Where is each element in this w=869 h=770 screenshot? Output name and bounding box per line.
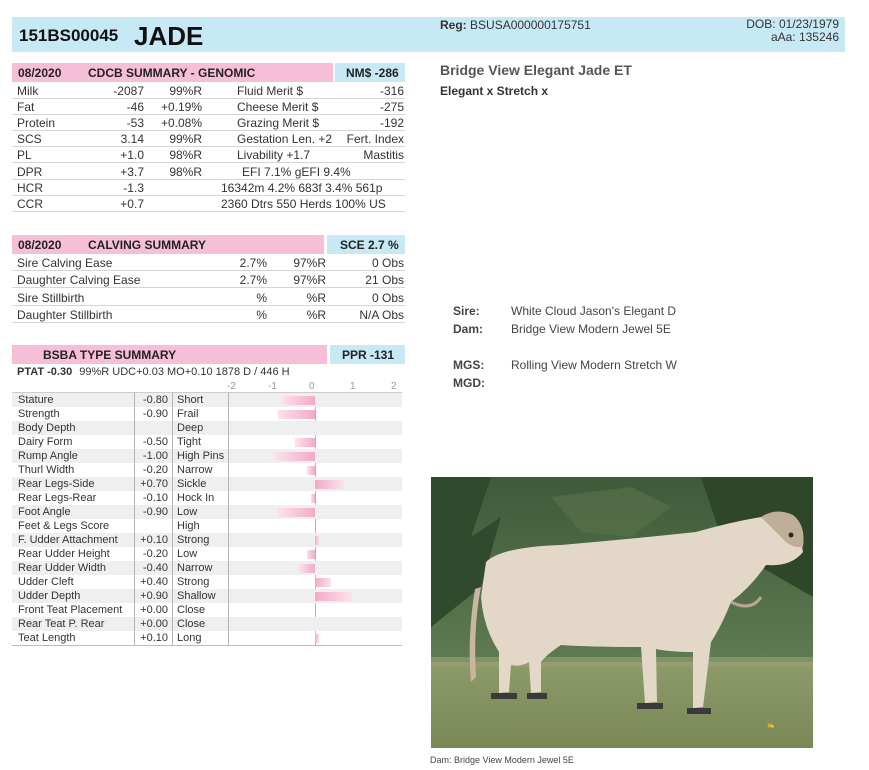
scale-tick-label: -2 — [227, 381, 236, 392]
calving-obs: 21 Obs — [365, 273, 404, 288]
calving-rel: %R — [306, 307, 326, 322]
type-trait-row — [12, 435, 402, 449]
type-trait-row — [12, 407, 402, 421]
sire-name: White Cloud Jason's Elegant D — [511, 304, 677, 318]
scale-tick-label: -1 — [268, 381, 277, 392]
type-trait-value: +0.00 — [140, 604, 168, 616]
type-trait-descriptor: High Pins — [177, 450, 225, 462]
type-trait-bar — [315, 536, 319, 545]
cdcb-row — [12, 131, 405, 147]
merit-label: Gestation Len. +2 — [237, 132, 333, 147]
type-top-rule — [12, 392, 402, 393]
merit-label: Livability +1.7 — [237, 148, 311, 163]
calving-trait: Sire Calving Ease — [17, 256, 113, 270]
type-trait-value: +0.70 — [140, 478, 168, 490]
type-trait-row — [12, 617, 402, 631]
type-trait-bar — [282, 396, 315, 405]
type-trait-bar — [274, 452, 315, 461]
type-trait-name: Udder Cleft — [18, 576, 74, 588]
calving-summary-header — [12, 235, 405, 254]
type-trait-bar — [315, 634, 319, 643]
type-trait-row — [12, 547, 402, 561]
type-trait-bar — [315, 592, 352, 601]
animal-name: JADE — [134, 21, 204, 51]
calving-row — [12, 307, 405, 323]
ptat-details: 99%R UDC+0.03 MO+0.10 1878 D / 446 H — [79, 366, 290, 378]
photo-caption: Dam: Bridge View Modern Jewel 5E — [430, 755, 574, 765]
type-trait-row — [12, 533, 402, 547]
type-trait-name: Thurl Width — [18, 464, 75, 476]
sce-value: SCE 2.7 % — [340, 238, 399, 252]
type-trait-name: Rear Legs-Side — [18, 478, 95, 490]
type-trait-name: F. Udder Attachment — [18, 534, 118, 546]
type-trait-value: +0.90 — [140, 590, 168, 602]
type-trait-row — [12, 519, 402, 533]
trait-name: SCS — [17, 132, 42, 147]
type-trait-row — [12, 491, 402, 505]
cdcb-row — [12, 196, 405, 212]
type-trait-name: Teat Length — [18, 632, 76, 644]
type-trait-value: -0.20 — [142, 548, 168, 560]
cow-photo — [431, 477, 813, 748]
trait-reliability: +0.19% — [160, 100, 202, 115]
trait-name: Milk — [17, 84, 39, 98]
type-trait-bar — [295, 438, 316, 447]
trait-value: -2087 — [113, 84, 144, 98]
calving-pct: 2.7% — [239, 273, 267, 288]
type-trait-descriptor: Low — [177, 548, 198, 560]
mgs-label: MGS: — [453, 358, 485, 372]
type-trait-descriptor: Deep — [177, 422, 204, 434]
type-trait-row — [12, 603, 402, 617]
type-trait-row — [12, 463, 402, 477]
type-column-divider — [172, 393, 173, 645]
calving-title: CALVING SUMMARY — [88, 238, 206, 252]
dam-name: Bridge View Modern Jewel 5E — [511, 322, 671, 336]
type-trait-value: -1.00 — [142, 450, 168, 462]
type-trait-descriptor: Close — [177, 604, 206, 616]
type-trait-value: -0.40 — [142, 562, 168, 574]
type-trait-name: Feet & Legs Score — [18, 520, 110, 532]
reg-value: BSUSA000000175751 — [470, 18, 591, 32]
calving-date: 08/2020 — [18, 238, 62, 252]
ptat-value: PTAT -0.30 — [17, 366, 73, 378]
type-trait-descriptor: Frail — [177, 408, 199, 420]
type-trait-descriptor: Tight — [177, 436, 202, 448]
merit-label: 2360 Dtrs 550 Herds 100% US — [221, 196, 386, 211]
cdcb-row — [12, 164, 405, 180]
merit-label: EFI 7.1% gEFI 9.4% — [242, 164, 351, 179]
trait-name: DPR — [17, 164, 43, 179]
calving-row — [12, 255, 405, 271]
type-trait-row — [12, 477, 402, 491]
merit-label: Cheese Merit $ — [237, 100, 319, 115]
animal-full-name: Bridge View Elegant Jade ET — [440, 62, 632, 78]
type-bottom-rule — [12, 645, 402, 646]
type-trait-bar — [299, 564, 315, 573]
dob-block — [746, 18, 839, 44]
calving-pct: % — [256, 290, 267, 305]
trait-value: -46 — [126, 100, 144, 115]
calving-obs: N/A Obs — [359, 307, 404, 322]
calving-row — [12, 290, 405, 306]
mgd-label: MGD: — [453, 376, 485, 390]
type-trait-descriptor: Short — [177, 394, 204, 406]
type-trait-descriptor: Close — [177, 618, 206, 630]
merit-value: -192 — [379, 116, 404, 131]
type-trait-bar — [307, 550, 315, 559]
type-trait-descriptor: Long — [177, 632, 202, 644]
aaa-code: aAa: 135246 — [770, 30, 839, 44]
type-trait-name: Rear Teat P. Rear — [18, 618, 105, 630]
animal-header — [12, 17, 845, 52]
calving-rel: 97%R — [293, 256, 326, 270]
dob: DOB: 01/23/1979 — [746, 17, 839, 31]
scale-tick-label: 1 — [350, 381, 356, 392]
merit-label: 16342m 4.2% 683f 3.4% 561p — [221, 180, 383, 195]
registration — [440, 18, 591, 32]
type-trait-name: Rear Udder Height — [18, 548, 110, 560]
calving-obs: 0 Obs — [371, 290, 404, 305]
type-trait-descriptor: Strong — [177, 576, 210, 588]
ptat-line — [17, 366, 290, 378]
type-trait-name: Foot Angle — [18, 506, 71, 518]
type-trait-name: Rear Udder Width — [18, 562, 107, 574]
calving-obs: 0 Obs — [371, 256, 404, 270]
type-trait-row — [12, 589, 402, 603]
type-trait-value: -0.50 — [142, 436, 168, 448]
trait-name: PL — [17, 148, 32, 163]
merit-label: Fluid Merit $ — [237, 84, 304, 98]
animal-code: 151BS00045 — [19, 26, 119, 45]
sire-label: Sire: — [453, 304, 480, 318]
scale-tick-label: 0 — [309, 381, 315, 392]
type-trait-row — [12, 421, 402, 435]
ppr-value: PPR -131 — [342, 348, 395, 362]
trait-value: -53 — [126, 116, 144, 131]
calving-rel: 97%R — [293, 273, 326, 288]
type-trait-value: +0.40 — [140, 576, 168, 588]
type-column-divider — [134, 393, 135, 645]
trait-value: +0.7 — [120, 196, 144, 211]
type-trait-bar — [278, 508, 315, 517]
merit-value: Mastitis — [363, 148, 404, 163]
type-trait-descriptor: Hock In — [177, 492, 215, 504]
type-trait-value: +0.10 — [140, 632, 168, 644]
type-trait-value: +0.10 — [140, 534, 168, 546]
type-trait-name: Strength — [18, 408, 60, 420]
trait-value: +1.0 — [120, 148, 144, 163]
calving-trait: Sire Stillbirth — [17, 290, 85, 305]
type-trait-value: -0.20 — [142, 464, 168, 476]
type-trait-descriptor: Low — [177, 506, 198, 518]
cdcb-row — [12, 99, 405, 115]
type-trait-descriptor: Narrow — [177, 464, 213, 476]
animal-lineage: Elegant x Stretch x — [440, 84, 549, 98]
type-trait-value: -0.10 — [142, 492, 168, 504]
calving-row — [12, 272, 405, 288]
trait-reliability: 98%R — [169, 164, 202, 179]
trait-name: CCR — [17, 196, 43, 211]
type-trait-bar — [315, 578, 331, 587]
trait-reliability: 99%R — [169, 84, 202, 98]
type-trait-row — [12, 575, 402, 589]
cdcb-summary-header — [12, 63, 405, 82]
type-trait-name: Rear Legs-Rear — [18, 492, 97, 504]
merit-label: Grazing Merit $ — [237, 116, 320, 131]
type-trait-value: -0.80 — [142, 394, 168, 406]
cow-photo-illustration — [431, 477, 813, 748]
type-trait-name: Body Depth — [18, 422, 76, 434]
cdcb-row — [12, 83, 405, 99]
type-trait-name: Rump Angle — [18, 450, 78, 462]
merit-value: -275 — [379, 100, 404, 115]
type-trait-descriptor: Strong — [177, 534, 210, 546]
trait-value: +3.7 — [120, 164, 144, 179]
trait-name: HCR — [17, 180, 43, 195]
cdcb-row — [12, 180, 405, 196]
type-trait-descriptor: Sickle — [177, 478, 207, 490]
cdcb-title: CDCB SUMMARY - GENOMIC — [88, 66, 256, 80]
dam-label: Dam: — [453, 322, 484, 336]
calving-trait: Daughter Calving Ease — [17, 273, 141, 288]
calving-pct: % — [256, 307, 267, 322]
type-trait-descriptor: High — [177, 520, 200, 532]
type-trait-bar — [311, 494, 315, 503]
type-trait-row — [12, 393, 402, 407]
trait-name: Protein — [17, 116, 56, 131]
type-trait-row — [12, 449, 402, 463]
calving-trait: Daughter Stillbirth — [17, 307, 113, 322]
reg-label: Reg: — [440, 18, 467, 32]
type-trait-name: Udder Depth — [18, 590, 81, 602]
type-trait-bar — [278, 410, 315, 419]
cdcb-row — [12, 115, 405, 131]
calving-rel: %R — [306, 290, 326, 305]
type-trait-descriptor: Narrow — [177, 562, 213, 574]
merit-value: -316 — [379, 84, 404, 98]
trait-name: Fat — [17, 100, 35, 115]
cdcb-date: 08/2020 — [18, 66, 62, 80]
type-trait-name: Front Teat Placement — [18, 604, 123, 616]
trait-reliability: 99%R — [169, 132, 202, 147]
type-trait-value: -0.90 — [142, 408, 168, 420]
type-summary-header — [12, 345, 405, 364]
mgs-name: Rolling View Modern Stretch W — [511, 358, 677, 372]
cdcb-row — [12, 147, 405, 163]
type-trait-bar — [315, 480, 344, 489]
trait-reliability: +0.08% — [160, 116, 202, 131]
calving-pct: 2.7% — [239, 256, 267, 270]
photo-watermark: ✍ — [767, 723, 775, 729]
scale-tick-label: 2 — [391, 381, 397, 392]
trait-reliability: 98%R — [169, 148, 202, 163]
type-trait-name: Dairy Form — [18, 436, 73, 448]
type-title: BSBA TYPE SUMMARY — [43, 348, 177, 362]
type-trait-row — [12, 505, 402, 519]
type-trait-row — [12, 561, 402, 575]
type-trait-descriptor: Shallow — [177, 590, 216, 602]
merit-value: Fert. Index — [346, 132, 404, 147]
type-trait-value: +0.00 — [140, 618, 168, 630]
type-trait-name: Stature — [18, 394, 54, 406]
type-trait-bar — [307, 466, 315, 475]
type-trait-row — [12, 631, 402, 645]
nm-dollar: NM$ -286 — [346, 66, 399, 80]
trait-value: 3.14 — [120, 132, 144, 147]
type-trait-value: -0.90 — [142, 506, 168, 518]
type-column-divider — [228, 393, 229, 645]
trait-value: -1.3 — [123, 180, 144, 195]
